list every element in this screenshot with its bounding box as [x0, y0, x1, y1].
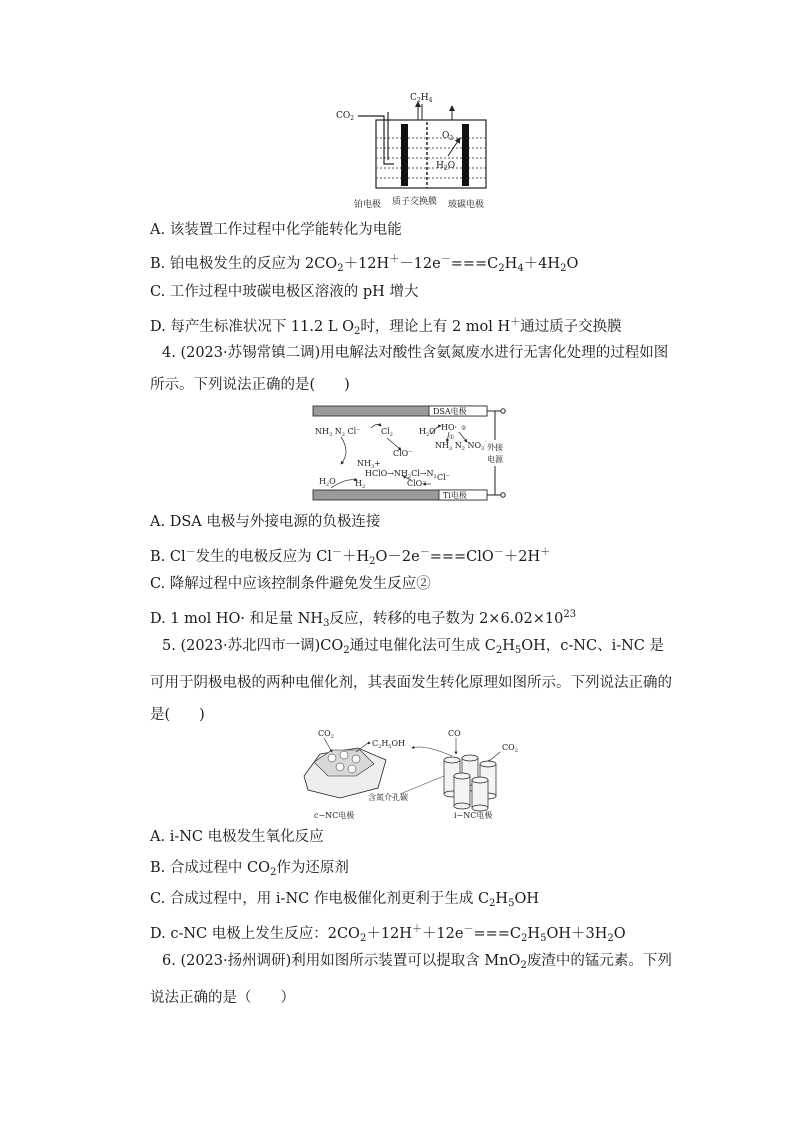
q5-option-c: C. 合成过程中，用 i-NC 作电极催化剂更利于生成 $C_2H_5OH$ [150, 891, 539, 909]
q4-option-a: A. DSA 电极与外接电源的负极连接 [150, 514, 381, 530]
q4-option-c: C. 降解过程中应该控制条件避免发生反应② [150, 576, 431, 592]
svg-text:NH3+: $NH_3+$ [357, 459, 381, 470]
svg-text:O2: $O_2$ [442, 131, 454, 142]
svg-text:②: ② [461, 425, 467, 432]
svg-text:铂电极: 铂电极 [354, 200, 382, 210]
svg-text:C2H5OH: $C_2H_5OH$ [372, 739, 406, 750]
svg-text:ClO⁻: ClO⁻ [407, 479, 427, 488]
svg-text:①: ① [449, 434, 455, 441]
platinum-electrode [401, 124, 408, 186]
svg-text:HO·: HO· [441, 423, 458, 432]
svg-text:H2O: $H_2O$ [419, 427, 436, 438]
glassy-carbon-electrode [462, 124, 469, 186]
svg-text:H2: $H_2$ [355, 479, 366, 490]
q3-option-b: B. 铂电极发生的反应为 $2CO_2+12H^+-12e^-===C_2H_4+4H_2O$ [150, 254, 579, 274]
q3-option-c: C. 工作过程中玻碳电极区溶液的 pH 增大 [150, 284, 419, 300]
svg-text:H2O: $H_2O$ [319, 477, 336, 488]
svg-text:DSA电极: DSA电极 [433, 407, 467, 416]
q6-stem: 6. (2023·扬州调研)利用如图所示装置可以提取含 MnO$_2$废渣中的锰元素。下列说法正确的是（ ） [150, 953, 672, 1006]
q4-option-b: B. Cl－发生的电极反应为 $Cl^-+H_2O-2e^-===ClO^-+2H^+$ [150, 547, 551, 567]
q3-option-d: D. 每产生标准状况下 11.2 L $O_2$时，理论上有 2 mol H＋通过质子交换膜 [150, 317, 622, 337]
svg-text:C2H4: $C_2H_4$ [410, 93, 433, 104]
svg-text:电源: 电源 [487, 455, 503, 464]
svg-text:外接: 外接 [487, 443, 503, 452]
svg-text:CO: CO [448, 729, 461, 738]
svg-text:NH3 N2 NO3⁻: $NH_3$ $N_2$ $NO_3^{^-}$ [435, 440, 487, 452]
q5-stem: 5. (2023·苏北四市一调)$CO_2$通过电催化法可生成 $C_2H_5OH$，c-NC、i-NC 是可用于阴极电极的两种电催化剂，其表面发生转化原理如图所示。下列说法正确的是( ) [150, 638, 672, 723]
q4-option-d: D. 1 mol HO· 和足量 $NH_3$反应，转移的电子数为 $2\times 6.02\times 10^{23}$ [150, 609, 577, 629]
svg-text:Ti电极: Ti电极 [443, 491, 467, 500]
svg-text:含氮介孔碳: 含氮介孔碳 [368, 793, 408, 802]
svg-text:CO2: $CO_2$ [336, 111, 355, 122]
q3-option-a: A. 该装置工作过程中化学能转化为电能 [150, 222, 402, 238]
svg-text:CO2: $CO_2$ [318, 729, 334, 740]
svg-text:c−NC电极: c−NC电极 [314, 811, 355, 820]
svg-text:NH3 N2 Cl⁻: $NH_3$ $N_2$ Cl⁻ [315, 427, 361, 438]
svg-text:玻碳电极: 玻碳电极 [448, 200, 485, 210]
q5-option-a: A. i-NC 电极发生氧化反应 [150, 829, 324, 845]
svg-text:HClO→NH2Cl→N2: $HClO\to NH_2Cl\to N_2$ [365, 469, 437, 480]
svg-text:质子交换膜: 质子交换膜 [392, 197, 438, 207]
q5-option-b: B. 合成过程中 $CO_2$作为还原剂 [150, 860, 349, 878]
svg-text:i−NC电极: i−NC电极 [454, 811, 493, 820]
svg-text:ClO⁻: ClO⁻ [393, 449, 413, 458]
svg-text:Cl2: $Cl_2$ [381, 427, 393, 438]
q4-stem: 4. (2023·苏锡常镇二调)用电解法对酸性含氨氮废水进行无害化处理的过程如图所示。下列说法正确的是( ) [150, 345, 669, 393]
svg-text:H2O: $H_2O$ [436, 161, 456, 172]
svg-text:Cl⁻: Cl⁻ [437, 473, 450, 482]
electrolysis-cell-diagram [336, 94, 506, 214]
i-nc-cylinders [444, 755, 496, 811]
electrolysis-ammonia-diagram [311, 404, 511, 504]
svg-text:CO2: $CO_2$ [502, 743, 518, 754]
q5-option-d: D. c-NC 电极上发生反应：$2CO_2+12H^++12e^-===C_2H_5OH+3H_2O$ [150, 924, 626, 944]
catalyst-electrode-diagram [304, 726, 544, 826]
